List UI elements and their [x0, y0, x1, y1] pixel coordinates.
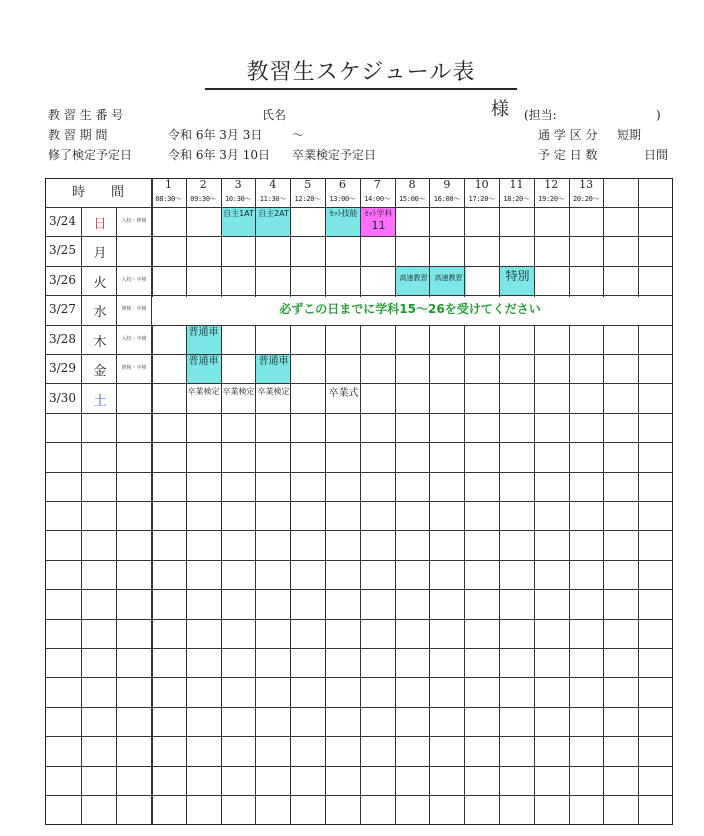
lesson-text: 卒業検定 [187, 387, 220, 396]
grid-line [45, 795, 673, 796]
period-time: 09:30～ [190, 195, 217, 203]
completion-label: 修了検定予定日 [48, 148, 133, 162]
days-unit: 日間 [644, 148, 669, 162]
sama-label: 様 [491, 99, 509, 120]
lesson-block [396, 267, 431, 296]
period-number: 6 [339, 178, 346, 191]
lesson-block-label: 高速教習 [434, 274, 463, 282]
lesson-block: 普通車 [186, 355, 221, 384]
schedule-grid [45, 178, 673, 825]
period-label: 教 習 期 間 [48, 128, 108, 142]
period-number: 7 [373, 178, 381, 191]
row-note: 入校・卒検 [121, 277, 147, 283]
period-time: 12:20～ [294, 195, 321, 203]
period-time: 08:30～ [155, 195, 182, 203]
page-title: 教習生スケジュール表 [205, 58, 517, 90]
lesson-block: 自主1AT [221, 208, 256, 237]
row-dow: 土 [93, 394, 107, 409]
lesson-block: 自主2AT [256, 208, 291, 237]
grid-line [45, 677, 673, 678]
period-time: 17:20～ [468, 195, 495, 203]
period-number: 9 [443, 178, 451, 191]
row-dow: 水 [93, 305, 107, 320]
period-number: 5 [304, 178, 312, 191]
grid-line [45, 736, 673, 737]
grid-line [45, 766, 673, 767]
grid-line [45, 648, 673, 649]
lesson-block: 普通車 [186, 326, 221, 355]
grid-line [45, 707, 673, 708]
tanto-label: (担当: [524, 108, 557, 122]
grid-line [45, 619, 673, 620]
grid-line [116, 207, 117, 825]
row-dow: 日 [93, 217, 107, 232]
lesson-block [431, 267, 466, 296]
row-note: 修検・卒検 [121, 365, 147, 371]
period-number: 13 [579, 178, 594, 191]
lesson-block: 普通車 [256, 355, 291, 384]
period-number: 8 [408, 178, 416, 191]
grid-line [81, 207, 82, 825]
tanto-close: ) [656, 108, 661, 122]
commute-label: 通 学 区 分 [538, 128, 598, 142]
period-number: 4 [269, 178, 277, 191]
completion-date: 令和 6年 3月 10日 [168, 148, 270, 162]
period-tilde: ～ [292, 128, 305, 142]
grid-line [45, 413, 673, 414]
period-number: 10 [474, 178, 489, 191]
row-date: 3/26 [49, 273, 76, 287]
graduation-label: 卒業検定予定日 [292, 148, 377, 162]
grid-line [45, 442, 673, 443]
period-start: 令和 6年 3月 3日 [168, 128, 263, 142]
notice-text: 必ずこの日までに学科15～26を受けてください [279, 302, 541, 316]
row-date: 3/27 [49, 302, 76, 316]
row-date: 3/24 [49, 214, 76, 228]
period-time: 14:00～ [364, 195, 391, 203]
days-label: 予 定 日 数 [538, 148, 598, 162]
lesson-block-number: 11 [371, 219, 386, 232]
lesson-text: 卒業式 [328, 388, 359, 399]
grid-line [45, 383, 673, 384]
period-time: 10:30～ [224, 195, 252, 203]
period-number: 12 [544, 178, 559, 191]
row-dow: 金 [93, 364, 107, 379]
row-dow: 月 [93, 246, 107, 261]
row-date: 3/25 [49, 243, 76, 257]
period-time: 18:20～ [503, 195, 530, 203]
grid-line [45, 560, 673, 561]
grid-line [45, 501, 673, 502]
period-number: 3 [234, 178, 242, 191]
student-number-label: 教 習 生 番 号 [48, 108, 124, 122]
row-date: 3/28 [49, 332, 76, 346]
period-time: 19:20～ [538, 195, 565, 203]
grid-line [45, 530, 673, 531]
time-header: 時 間 [71, 185, 124, 200]
lesson-block-label: ｾｯﾄ学科 [364, 209, 393, 218]
lesson-text: 卒業検定 [257, 387, 290, 396]
grid-line [45, 589, 673, 590]
commute-value: 短期 [617, 128, 642, 142]
row-note: 修検・卒検 [121, 306, 147, 312]
grid-line [45, 354, 673, 355]
row-note: 入校・卒検 [121, 336, 147, 342]
grid-line [45, 266, 673, 267]
period-time: 15:00～ [398, 195, 426, 203]
row-date: 3/30 [49, 391, 76, 405]
row-dow: 火 [93, 276, 107, 291]
lesson-block: 特別 [500, 267, 535, 296]
row-date: 3/29 [49, 361, 76, 375]
period-time: 16:00～ [433, 195, 461, 203]
lesson-block [361, 208, 396, 237]
row-dow: 木 [93, 335, 107, 350]
period-time: 20:20～ [572, 195, 600, 203]
period-number: 11 [509, 178, 524, 191]
period-time: 13:00～ [329, 195, 356, 203]
grid-line [45, 472, 673, 473]
lesson-block: ｾｯﾄ技能 [326, 208, 361, 237]
lesson-text: 卒業検定 [222, 387, 255, 396]
lesson-block-label: 高速教習 [399, 274, 428, 282]
period-number: 2 [199, 178, 207, 191]
row-note: 入校・修検 [121, 218, 147, 224]
name-label: 氏名 [262, 108, 287, 122]
grid-line [45, 207, 673, 208]
period-number: 1 [165, 178, 172, 191]
grid-line [45, 236, 673, 237]
period-time: 11:30～ [259, 195, 287, 203]
